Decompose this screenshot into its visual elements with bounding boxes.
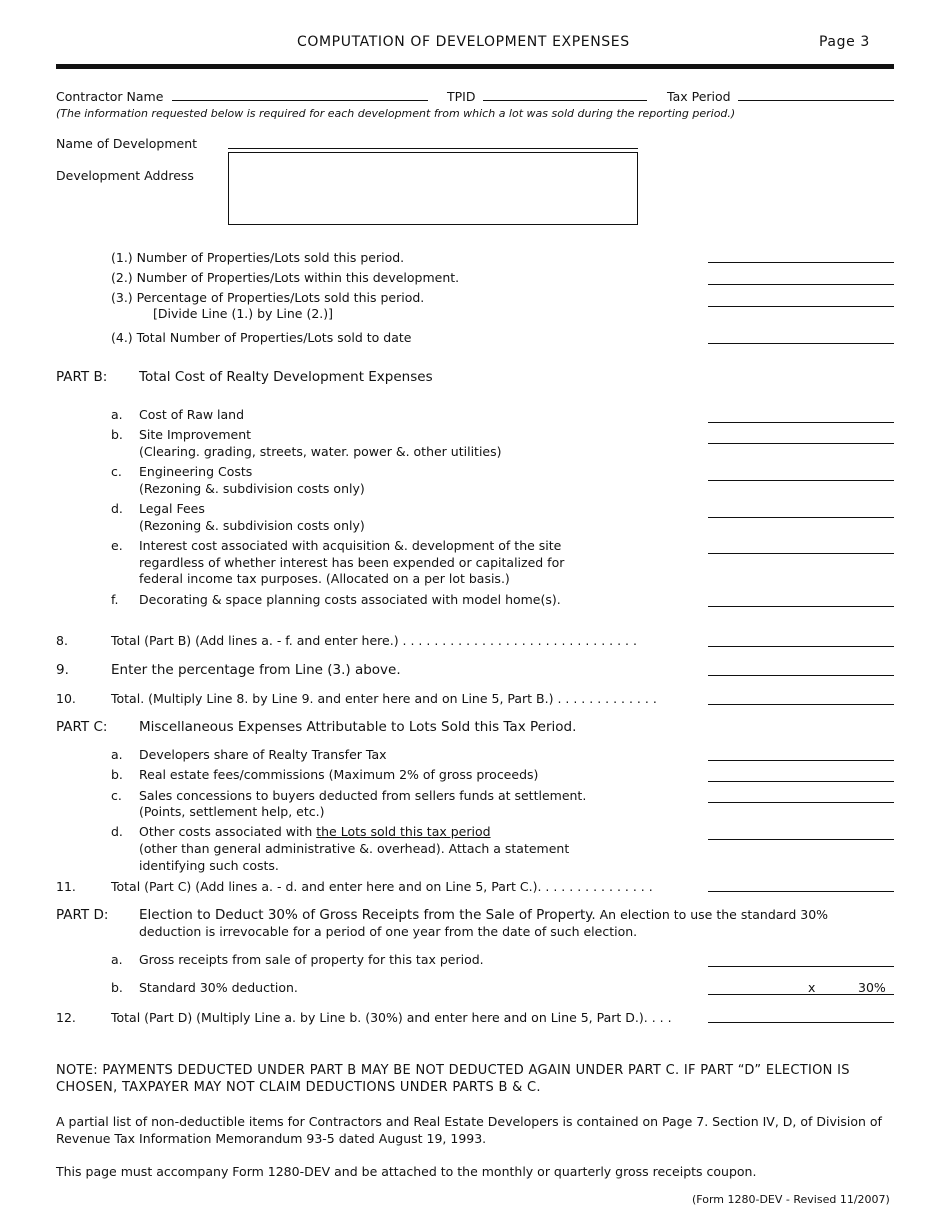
line-4-field[interactable] [708,343,894,344]
part-d-title: Election to Deduct 30% of Gross Receipts from the Sale of Property. [139,907,596,923]
line-12-num: 12. [56,1010,76,1025]
contractor-name-field[interactable] [172,100,428,101]
part-b-e-field[interactable] [708,553,894,554]
part-b-item-text: (Rezoning &. subdivision costs only) [139,518,365,533]
line-10-field[interactable] [708,704,894,705]
part-c-letter: a. [111,747,123,762]
line-2-label: (2.) Number of Properties/Lots within this development. [111,270,460,285]
contractor-name-label: Contractor Name [56,89,164,104]
part-d-item-text: Gross receipts from sale of property for this tax period. [139,952,484,967]
part-b-c-field[interactable] [708,480,894,481]
part-d-item-text: Standard 30% deduction. [139,980,298,995]
part-c-item-text [139,824,491,839]
part-c-c-field[interactable] [708,802,894,803]
line-12-field[interactable] [708,1022,894,1023]
tax-period-label: Tax Period [667,89,731,104]
line-8-num: 8. [56,633,68,648]
part-c-letter: c. [111,788,122,803]
tpid-label: TPID [447,89,476,104]
part-b-item-text: Engineering Costs [139,464,253,479]
part-d-title-rest: An election to use the standard 30% [595,907,829,922]
line-10-text: Total. (Multiply Line 8. by Line 9. and enter here and on Line 5, Part B.) . . . . . . . . . . . . . [111,691,657,706]
part-d-a-field[interactable] [708,966,894,967]
part-b-item-text: regardless of whether interest has been expended or capitalized for [139,555,565,570]
part-b-a-field[interactable] [708,422,894,423]
part-c-d-field[interactable] [708,839,894,840]
page-number: Page 3 [819,34,870,50]
part-c-b-field[interactable] [708,781,894,782]
line-9-num: 9. [56,662,69,678]
part-d-b-field [708,994,894,995]
line-9-text: Enter the percentage from Line (3.) above. [111,662,401,678]
part-b-item-text: Legal Fees [139,501,205,516]
note-line-2: CHOSEN, TAXPAYER MAY NOT CLAIM DEDUCTIONS UNDER PARTS B & C. [56,1080,541,1095]
development-name-label: Name of Development [56,136,198,151]
part-c-letter: b. [111,767,123,782]
tpid-field[interactable] [483,100,647,101]
part-b-letter: d. [111,501,123,516]
part-b-item-text: Decorating & space planning costs associated with model home(s). [139,592,561,607]
part-d-title-line2: deduction is irrevocable for a period of one year from the date of such election. [139,924,638,939]
development-address-field[interactable] [228,152,638,225]
part-c-code: PART C: [56,719,108,735]
line-11-text: Total (Part C) (Add lines a. - d. and enter here and on Line 5, Part C.). . . . . . . . . . . . . . . [111,879,653,894]
multiplier-sign: x [808,980,816,995]
part-d-letter: a. [111,952,123,967]
partial-list-line-1: A partial list of non-deductible items for Contractors and Real Estate Developers is contained on Page 7. Section IV, D, of Division of [56,1114,882,1129]
development-name-field[interactable] [228,148,638,149]
part-b-letter: c. [111,464,122,479]
part-c-item-text: Sales concessions to buyers deducted from sellers funds at settlement. [139,788,587,803]
part-c-item-text: identifying such costs. [139,858,279,873]
line-1-label: (1.) Number of Properties/Lots sold this period. [111,250,405,265]
part-b-item-text: federal income tax purposes. (Allocated on a per lot basis.) [139,571,510,586]
accompany-note: This page must accompany Form 1280-DEV and be attached to the monthly or quarterly gross receipts coupon. [56,1164,757,1179]
part-b-letter: b. [111,427,123,442]
part-c-item-text: Developers share of Realty Transfer Tax [139,747,387,762]
part-c-title: Miscellaneous Expenses Attributable to Lots Sold this Tax Period. [139,719,577,735]
line-3-label: (3.) Percentage of Properties/Lots sold this period. [111,290,425,305]
line-4-label: (4.) Total Number of Properties/Lots sold to date [111,330,412,345]
line-11-field[interactable] [708,891,894,892]
line-9-field[interactable] [708,675,894,676]
part-b-b-field[interactable] [708,443,894,444]
part-c-item-text: (Points, settlement help, etc.) [139,804,325,819]
header-rule [56,64,894,69]
part-b-item-text: (Rezoning &. subdivision costs only) [139,481,365,496]
part-c-letter: d. [111,824,123,839]
page-title: COMPUTATION OF DEVELOPMENT EXPENSES [297,34,630,50]
partial-list-line-2: Revenue Tax Information Memorandum 93-5 dated August 19, 1993. [56,1131,487,1146]
instruction-text: (The information requested below is required for each development from which a lot was sold during the reporting period.) [56,107,736,120]
note-line-1: NOTE: PAYMENTS DEDUCTED UNDER PART B MAY BE NOT DEDUCTED AGAIN UNDER PART C. IF PART “D” ELECTION IS [56,1063,850,1078]
part-b-item-text: Cost of Raw land [139,407,245,422]
line-12-text: Total (Part D) (Multiply Line a. by Line b. (30%) and enter here and on Line 5, Part D.). . . . [111,1010,672,1025]
part-d-code: PART D: [56,907,109,923]
part-b-item-text: Site Improvement [139,427,252,442]
line-1-field[interactable] [708,262,894,263]
part-c-item-text: (other than general administrative &. overhead). Attach a statement [139,841,570,856]
part-b-letter: e. [111,538,123,553]
standard-percent: 30% [858,980,886,995]
part-c-d-prefix: Other costs associated with [139,824,317,839]
part-d-letter: b. [111,980,123,995]
part-b-f-field[interactable] [708,606,894,607]
line-8-text: Total (Part B) (Add lines a. - f. and enter here.) . . . . . . . . . . . . . . . . . . . . . . . . . . . . . . [111,633,637,648]
form-footer: (Form 1280-DEV - Revised 11/2007) [692,1193,890,1206]
line-3-sub: [Divide Line (1.) by Line (2.)] [153,306,334,321]
tax-period-field[interactable] [738,100,894,101]
part-c-d-underlined: the Lots sold this tax period [316,824,491,839]
part-b-d-field[interactable] [708,517,894,518]
part-d-title-line [139,907,828,923]
part-b-item-text: Interest cost associated with acquisition &. development of the site [139,538,562,553]
line-8-field[interactable] [708,646,894,647]
part-b-letter: a. [111,407,123,422]
development-address-label: Development Address [56,168,194,183]
line-10-num: 10. [56,691,76,706]
part-b-title: Total Cost of Realty Development Expenses [139,369,433,385]
part-b-letter: f. [111,592,119,607]
line-11-num: 11. [56,879,76,894]
line-2-field[interactable] [708,284,894,285]
part-c-a-field[interactable] [708,760,894,761]
line-3-field[interactable] [708,306,894,307]
part-c-item-text: Real estate fees/commissions (Maximum 2% of gross proceeds) [139,767,539,782]
part-b-code: PART B: [56,369,108,385]
part-b-item-text: (Clearing. grading, streets, water. power &. other utilities) [139,444,502,459]
